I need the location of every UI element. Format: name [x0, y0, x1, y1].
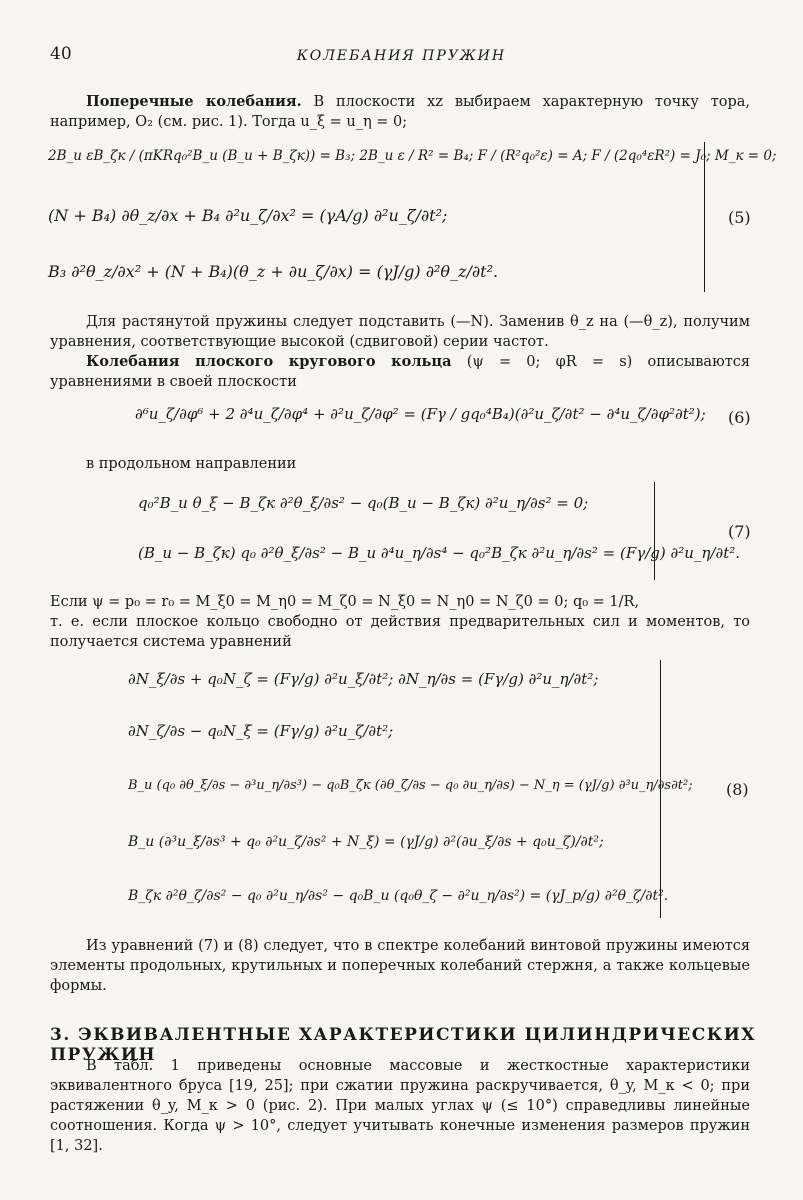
stretched-paragraph: Для растянутой пружины следует подставить (—N). Заменив θ_z на (—θ_z), получим уравнения, соответствующие высокой (сдвиговой) серии частот. [50, 314, 750, 350]
conclusion-paragraph: Из уравнений (7) и (8) следует, что в спектре колебаний винтовой пружины имеются элементы продольных, крутильных и поперечных колебаний стержня, а также кольцевые формы. [50, 938, 750, 994]
section-title: 3. ЭКВИВАЛЕНТНЫЕ ХАРАКТЕРИСТИКИ ЦИЛИНДРИЧЕСКИХ ПРУЖИН [50, 1025, 756, 1065]
eq8-line4: B_и (∂³u_ξ/∂s³ + q₀ ∂²u_ζ/∂s² + N_ξ) = (γJ/g) ∂²(∂u_ξ/∂s + q₀u_ζ)/∂t²; [128, 834, 604, 850]
eq5-line1: 2B_и εB_ζк / (πKRq₀²B_и (B_и + B_ζк)) = B₃; 2B_и ε / R² = B₄; F / (R²q₀²ε) = A; F / (2q₀⁴εR²) = J₀; M_к = 0; [48, 148, 777, 164]
eq8-line5: B_ζк ∂²θ_ζ/∂s² − q₀ ∂²u_η/∂s² − q₀B_и (q₀θ_ζ − ∂²u_η/∂s²) = (γJ_p/g) ∂²θ_ζ/∂t². [128, 888, 669, 904]
ring-bold: Колебания плоского кругового кольца [86, 353, 452, 370]
longitudinal-label: в продольном направлении [86, 456, 297, 472]
eq7-line1: q₀²B_и θ_ξ − B_ζк ∂²θ_ξ/∂s² − q₀(B_и − B_ζк) ∂²u_η/∂s² = 0; [138, 494, 589, 512]
eq5-line3: B₃ ∂²θ_z/∂x² + (N + B₄)(θ_z + ∂u_ζ/∂x) = (γJ/g) ∂²θ_z/∂t². [48, 262, 499, 281]
eq7-number: (7) [728, 522, 751, 541]
eq5-line2: (N + B₄) ∂θ_z/∂x + B₄ ∂²u_ζ/∂x² = (γA/g) ∂²u_ζ/∂t²; [48, 206, 448, 225]
intro-text: В плоскости xz выбираем характерную точку тора, например, O₂ (см. рис. 1). Тогда u_ξ = u_η = 0; [50, 94, 751, 130]
ring-paragraph [50, 352, 750, 392]
if-line2: т. е. если плоское кольцо свободно от действия предварительных сил и моментов, то получается система уравнений [50, 614, 750, 650]
eq8-number: (8) [726, 780, 749, 799]
ring-text: (ψ = 0; φR = s) описываются уравнениями в своей плоскости [50, 354, 750, 390]
intro-bold: Поперечные колебания. [86, 93, 302, 110]
equation-block-5 [48, 138, 777, 296]
eq5-number: (5) [728, 208, 751, 227]
final-paragraph: В табл. 1 приведены основные массовые и жесткостные характеристики эквивалентного бруса [19, 25]; при сжатии пружина раскручивается, θ_y, M_к < 0; при растяжении θ_y, M_к > 0 (рис. 2). При малых углах ψ (≤ 10°) справедливы линейные соотношения. Когда ψ > 10°, следует учитывать конечные изменения размеров пружин [1, 32]. [50, 1058, 750, 1154]
eq8-line2: ∂N_ζ/∂s − q₀N_ξ = (Fγ/g) ∂²u_ζ/∂t²; [128, 722, 394, 740]
equation-block-8 [128, 656, 758, 920]
eq6-number: (6) [728, 408, 751, 427]
if-line1: Если ψ = p₀ = r₀ = M_ξ0 = M_η0 = M_ζ0 = N_ξ0 = N_η0 = N_ζ0 = 0; q₀ = 1/R, [50, 594, 640, 610]
eq5-brace [704, 142, 705, 292]
eq8-brace [660, 660, 661, 918]
equation-block-7 [138, 482, 758, 582]
running-title: КОЛЕБАНИЯ ПРУЖИН [296, 48, 507, 64]
eq6-line1: ∂⁶u_ζ/∂φ⁶ + 2 ∂⁴u_ζ/∂φ⁴ + ∂²u_ζ/∂φ² = (Fγ / gq₀⁴B₄)(∂²u_ζ/∂t² − ∂⁴u_ζ/∂φ²∂t²); [135, 405, 706, 423]
eq8-line1: ∂N_ξ/∂s + q₀N_ζ = (Fγ/g) ∂²u_ξ/∂t²; ∂N_η/∂s = (Fγ/g) ∂²u_η/∂t²; [128, 670, 599, 688]
eq7-line2: (B_и − B_ζк) q₀ ∂²θ_ξ/∂s² − B_и ∂⁴u_η/∂s⁴ − q₀²B_ζк ∂²u_η/∂s² = (Fγ/g) ∂²u_η/∂t². [138, 544, 741, 562]
eq8-line3: B_и (q₀ ∂θ_ξ/∂s − ∂³u_η/∂s³) − q₀B_ζк (∂θ_ζ/∂s − q₀ ∂u_η/∂s) − N_η = (γJ/g) ∂³u_η/∂s∂t²; [128, 778, 693, 793]
intro-paragraph [50, 92, 750, 132]
page-number: 40 [50, 44, 72, 64]
eq7-brace [654, 482, 655, 580]
